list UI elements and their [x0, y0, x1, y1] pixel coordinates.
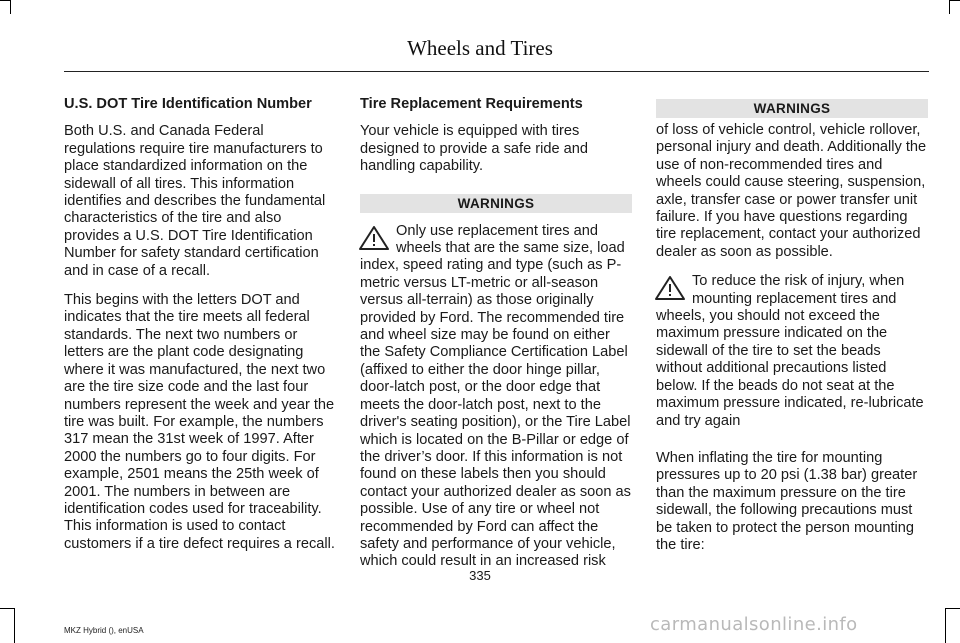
crop-mark-top-right: [950, 0, 960, 1]
page-number: 335: [469, 568, 491, 583]
crop-mark-bottom-left: [0, 608, 14, 609]
middle-column: [360, 96, 632, 583]
replacement-heading: Tire Replacement Requirements: [360, 96, 583, 112]
inflation-precautions-intro: When inflating the tire for mounting pressures up to 20 psi (1.38 bar) greater than the maximum pressure on the tire sidewall, the following precautions must be taken to protect the person mounting the tire:: [656, 449, 918, 553]
dot-id-paragraph-2: This begins with the letters DOT and indicates that the tire meets all federal standards. The next two numbers or letters are the plant code designating where it was manufactured, the next two are the tire size code and the last four numbers represent the week and year the tire was built. For example, the numbers 317 mean the 31st week of 1997. After 2000 the numbers go to four digits. For example, 2501 means the 25th week of 2001. The numbers in between are identification codes used for traceability. This information is used to contact customers if a tire defect requires a recall.: [64, 292, 335, 552]
crop-mark-bottom-right-v: [945, 608, 946, 643]
watermark: carmanualsonline.info: [650, 614, 858, 635]
warning-triangle-icon: [358, 225, 390, 251]
warning-continued-text: of loss of vehicle control, vehicle rollover, personal injury and death. Additionally the use of non-recommended tires and wheels could cause steering, suspension, axle, transfer case or power transfer unit failure. If you have questions regarding tire replacement, contact your authorized dealer as soon as possible.: [656, 122, 927, 260]
left-column: [64, 96, 336, 565]
crop-mark-bottom-left-v: [14, 608, 15, 643]
warning-triangle-icon: [654, 275, 686, 301]
crop-mark-top-right-v: [949, 0, 950, 14]
warning-replacement-text: Only use replacement tires and wheels that are the same size, load index, speed rating and type (such as P-metric versus LT-metric or all-season versus all-terrain) as those originally provided by Ford. The recommended tire and wheel size may be found on either the Safety Compliance Certification Label (affixed to either the door hinge pillar, door-latch post, or the door edge that meets the door-latch post, next to the driver's seating position), or the Tire Label which is located on the B-Pillar or edge of the driver’s door. If this information is not found on these labels then you should contact your authorized dealer as soon as possible. Use of any tire or wheel not recommended by Ford can affect the safety and performance of your vehicle, which could result in an increased risk: [360, 222, 631, 570]
document-code: MKZ Hybrid (), enUSA: [64, 626, 144, 635]
replacement-intro: Your vehicle is equipped with tires designed to provide a safe ride and handling capability.: [360, 123, 588, 175]
warnings-banner-continued: WARNINGS: [656, 99, 928, 118]
crop-mark-bottom-right: [946, 608, 960, 609]
warning-mounting-text: To reduce the risk of injury, when mounting replacement tires and wheels, you should not exceed the maximum pressure indicated on the sidewall of the tire to set the beads without additional precautions listed below. If the beads do not seat at the maximum pressure indicated, re-lubricate and try again: [656, 273, 924, 429]
crop-mark-top-left: [0, 0, 10, 1]
dot-id-paragraph-1: Both U.S. and Canada Federal regulations require tire manufacturers to place standardized information on the sidewall of all tires. This information identifies and describes the fundamental characteristics of the tire and also provides a U.S. DOT Tire Identification Number for safety standard certification and in case of a recall.: [64, 123, 326, 279]
warning-replacement-size: [360, 223, 632, 571]
crop-mark-top-left-v: [10, 0, 11, 14]
header-divider: [64, 71, 929, 72]
page-title: Wheels and Tires: [407, 36, 553, 60]
warning-mounting-pressure: [656, 273, 928, 430]
dot-id-heading: U.S. DOT Tire Identification Number: [64, 96, 312, 112]
right-column: [656, 99, 928, 566]
warnings-banner: WARNINGS: [360, 194, 632, 213]
